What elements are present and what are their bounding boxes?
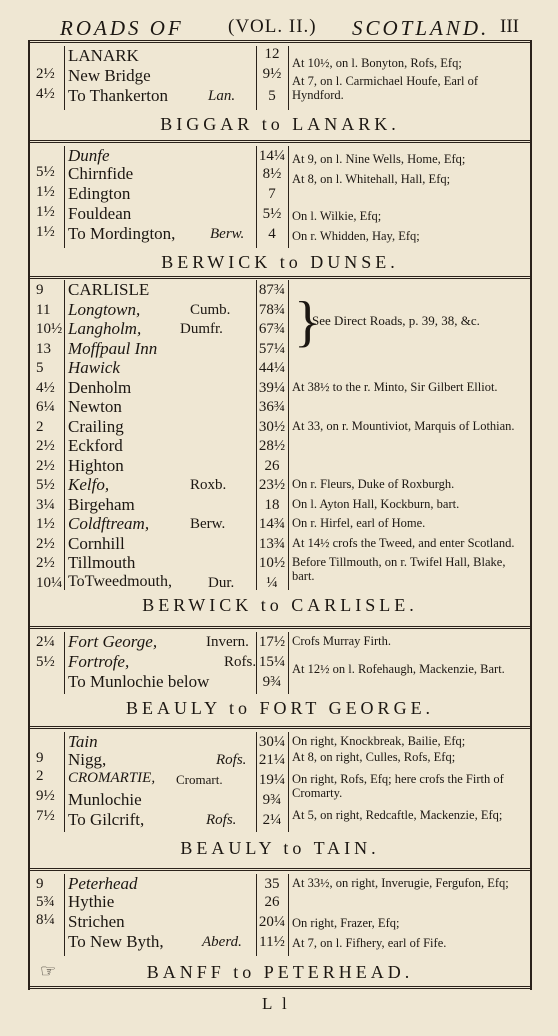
miles: 30½	[258, 418, 286, 435]
miles: 11½	[259, 934, 285, 950]
place-lanark: LANARK	[68, 46, 139, 65]
miles: 21¼	[258, 752, 286, 768]
distance: 1½	[36, 204, 55, 220]
distance: 2½	[36, 555, 55, 571]
distance: 1½	[36, 516, 55, 532]
section-rule	[30, 726, 530, 729]
distance: 2	[36, 768, 44, 784]
distance: 4½	[36, 86, 55, 102]
distance: 2½	[36, 438, 55, 454]
section-rule	[30, 140, 530, 143]
distance: 5	[36, 360, 44, 376]
header-volume: (VOL. II.)	[228, 16, 317, 37]
miles: 2¼	[262, 812, 282, 828]
route-text: BEAULY to TAIN.	[180, 838, 380, 858]
place: Nigg,	[68, 750, 107, 769]
note: At 7, on l. Carmichael Houfe, Earl of Hyndford.	[292, 74, 479, 102]
section-berwick-dunse	[30, 146, 530, 276]
section-beauly-fort-george	[30, 632, 530, 726]
route-text: BERWICK to DUNSE.	[161, 252, 399, 272]
miles: 20¼	[258, 914, 286, 930]
place: Crailing	[68, 416, 124, 436]
table-frame	[28, 40, 532, 990]
note: At 9, on l. Nine Wells, Home, Efq;	[292, 152, 466, 166]
miles: 9¾	[262, 792, 282, 808]
miles: 10½	[258, 555, 286, 571]
distance: 2½	[36, 66, 55, 82]
note: On r. Hirfel, earl of Home.	[292, 516, 426, 530]
miles: 9½	[262, 66, 282, 82]
miles: 7	[268, 186, 276, 202]
place: Fortrofe,	[68, 652, 130, 671]
note: On l. Wilkie, Efq;	[292, 209, 382, 223]
miles: 14¼	[258, 148, 286, 164]
brace-mark: }	[294, 291, 321, 353]
miles: 18	[264, 496, 280, 513]
place: Cornhill	[68, 533, 125, 553]
distance: 10¼	[36, 574, 63, 591]
distance: 13	[36, 340, 51, 357]
miles: 13¾	[258, 535, 286, 552]
frame-top-rule	[30, 40, 530, 43]
distance: 5½	[36, 654, 55, 670]
miles: 15¼	[258, 654, 286, 670]
note: On right, Rofs, Efq; here crofs the Firth of Cromarty.	[292, 772, 504, 800]
place: Fort George,	[68, 632, 158, 651]
header-left-title: ROADS OF	[60, 16, 184, 40]
note: Before Tillmouth, on r. Twifel Hall, Blake, bart.	[292, 555, 506, 583]
section-berwick-carlisle	[30, 280, 530, 620]
county: Roxb.	[190, 477, 227, 493]
section-biggar-lanark	[30, 46, 530, 140]
miles: 9¾	[262, 674, 282, 690]
distance: 1½	[36, 224, 55, 240]
route-text: BERWICK to CARLISLE.	[142, 595, 418, 615]
place: To Thankerton	[68, 86, 168, 105]
place: Edington	[68, 184, 131, 203]
note: On right, Knockbreak, Bailie, Efq;	[292, 734, 466, 748]
county: Lan.	[208, 88, 236, 104]
miles: 5½	[262, 206, 282, 222]
place: Hawick	[68, 358, 120, 377]
note: At 14½ crofs the Tweed, and enter Scotland.	[292, 535, 515, 550]
route-text: BIGGAR to LANARK.	[160, 114, 400, 134]
miles: 35	[264, 876, 280, 892]
note: At 33, on r. Mountiviot, Marquis of Lothian.	[292, 418, 515, 433]
miles: 12	[264, 46, 280, 62]
miles: 23½	[258, 477, 286, 493]
place: Eckford	[68, 436, 123, 455]
route-title	[30, 252, 530, 273]
distance: 2½	[36, 535, 55, 552]
note: At 10½, on l. Bonyton, Rofs, Efq;	[292, 56, 462, 70]
place: To Munlochie below	[68, 672, 210, 691]
distance: 2	[36, 418, 44, 435]
note: At 7, on l. Fifhery, earl of Fife.	[292, 936, 447, 950]
signature-mark: L l	[262, 994, 290, 1013]
miles: 78¾	[258, 301, 286, 318]
place: Tain	[68, 732, 98, 751]
miles: 57¼	[258, 340, 286, 357]
place: To Mordington,	[68, 224, 176, 243]
section-rule	[30, 276, 530, 279]
distance: 1½	[36, 184, 55, 200]
distance: 9	[36, 750, 44, 766]
miles: 14¾	[258, 516, 286, 532]
place: Peterhead	[68, 874, 138, 893]
route-text: BEAULY to FORT GEORGE.	[125, 698, 435, 718]
miles: ¼	[266, 574, 278, 591]
miles: 4	[268, 226, 276, 242]
distance: 8¼	[36, 912, 55, 928]
place: Tillmouth	[68, 553, 136, 572]
county: Rofs.	[224, 654, 257, 670]
distance: 2¼	[36, 634, 55, 650]
county: Berw.	[190, 516, 226, 532]
note: At 5, on right, Redcaftle, Mackenzie, Efq;	[292, 808, 503, 822]
place: CARLISLE	[68, 280, 150, 299]
frame-bottom-rule	[30, 986, 530, 989]
county: Aberd.	[202, 934, 242, 950]
pointing-hand-icon: ☞	[40, 961, 57, 981]
place: Chirnfide	[68, 164, 134, 183]
distance: 5½	[36, 164, 55, 180]
county: Dur.	[208, 574, 235, 591]
miles: 17½	[258, 634, 286, 650]
distance: 9	[36, 282, 44, 298]
county: Rofs.	[216, 752, 247, 768]
note: At 33½, on right, Inverugie, Fergufon, Efq;	[292, 876, 509, 890]
place: Kelfo,	[68, 475, 110, 494]
section-rule	[30, 868, 530, 871]
miles: 44¼	[258, 360, 286, 376]
distance: 9½	[36, 788, 55, 804]
route-title	[30, 698, 530, 719]
county: Invern.	[206, 634, 249, 650]
place: Langholm,	[68, 319, 142, 338]
miles: 36¾	[258, 399, 286, 415]
place: Dunfe	[68, 146, 110, 165]
place: Fouldean	[68, 204, 132, 223]
place: CROMARTIE,	[68, 770, 156, 786]
distance: 5¾	[36, 894, 55, 910]
place: Strichen	[68, 912, 125, 931]
place: Moffpaul Inn	[68, 338, 158, 358]
county: Berw.	[210, 226, 245, 242]
county: Cromart.	[176, 772, 223, 787]
miles: 87¾	[258, 282, 286, 298]
route-title	[30, 114, 530, 135]
place: Newton	[68, 397, 122, 416]
place: Hythie	[68, 892, 115, 911]
miles: 67¾	[258, 321, 286, 337]
miles: 19¼	[258, 772, 286, 788]
miles: 28½	[258, 438, 286, 454]
note: At 8, on l. Whitehall, Hall, Efq;	[292, 172, 451, 186]
distance: 2½	[36, 457, 55, 474]
place: New Bridge	[68, 66, 151, 85]
distance: 3¼	[36, 496, 55, 513]
note: On l. Ayton Hall, Kockburn, bart.	[292, 496, 460, 511]
place: To Gilcrift,	[68, 810, 145, 829]
place: Coldftream,	[68, 514, 150, 533]
county: Rofs.	[206, 812, 237, 828]
miles: 5	[268, 88, 276, 104]
note: On r. Whidden, Hay, Efq;	[292, 229, 420, 243]
page-number: III	[500, 16, 519, 37]
note: On right, Frazer, Efq;	[292, 916, 400, 930]
section-banff-peterhead	[30, 874, 530, 986]
place: Birgeham	[68, 494, 135, 514]
distance: 10½	[36, 321, 63, 337]
section-beauly-tain	[30, 732, 530, 862]
place: Munlochie	[68, 790, 142, 809]
route-title	[30, 962, 530, 983]
route-text: BANFF to PETERHEAD.	[146, 962, 414, 982]
distance: 9	[36, 876, 44, 892]
miles: 39¼	[258, 379, 286, 396]
place: To New Byth,	[68, 932, 164, 951]
section-rule	[30, 626, 530, 629]
header-right-title: SCOTLAND.	[352, 16, 490, 40]
county: Cumb.	[190, 301, 231, 318]
place: Denholm	[68, 377, 132, 397]
distance: 11	[36, 301, 51, 318]
distance: 7½	[36, 808, 55, 824]
note: Crofs Murray Firth.	[292, 634, 391, 648]
place: ToTweedmouth,	[68, 572, 172, 590]
note: At 38½ to the r. Minto, Sir Gilbert Elliot.	[292, 379, 498, 394]
note: At 12½ on l. Rofehaugh, Mackenzie, Bart.	[292, 662, 505, 676]
miles: 30¼	[258, 734, 286, 750]
distance: 5½	[36, 477, 55, 493]
miles: 26	[264, 894, 280, 910]
note: On r. Fleurs, Duke of Roxburgh.	[292, 477, 455, 491]
miles: 26	[264, 457, 280, 474]
place: Longtown,	[68, 299, 141, 319]
distance: 6¼	[36, 399, 55, 415]
miles: 8½	[262, 166, 282, 182]
county: Dumfr.	[180, 321, 223, 337]
route-title	[30, 838, 530, 859]
place: Highton	[68, 455, 124, 475]
note: At 8, on right, Culles, Rofs, Efq;	[292, 750, 456, 764]
brace-note: See Direct Roads, p. 39, 38, &c.	[312, 313, 480, 328]
distance: 4½	[36, 379, 55, 396]
route-title	[30, 595, 530, 616]
